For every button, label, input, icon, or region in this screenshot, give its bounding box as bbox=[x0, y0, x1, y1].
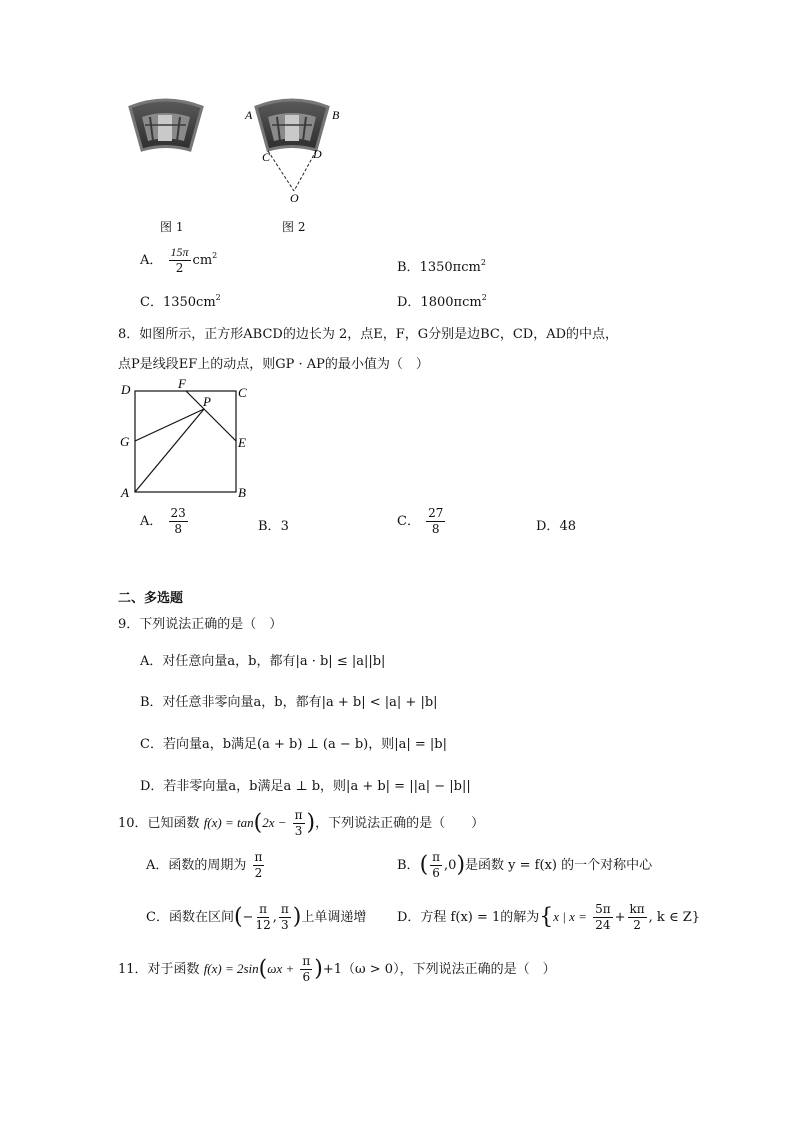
square-figure bbox=[115, 378, 255, 503]
q7-option-a: A． $\frac{15\pi}{2}$ $cm^2$ bbox=[140, 245, 218, 275]
label-C: C bbox=[262, 150, 271, 164]
q8-option-b: B．3 bbox=[258, 519, 289, 534]
q10-option-b: B．( $\frac{\pi}{6}$ ,0)是函数 y = f(x) 的一个对称中心 bbox=[397, 850, 653, 880]
fan-figure-2 bbox=[256, 100, 328, 191]
q7-option-b: B．1350πcm$^2$ bbox=[397, 258, 486, 275]
sector-figures bbox=[120, 95, 360, 210]
sq-label-D: D bbox=[121, 382, 131, 397]
q8-stem-line2: 点P是线段EF上的动点，则GP · AP的最小值为（ ） bbox=[118, 357, 429, 372]
q11-stem: 11．对于函数 f(x) = 2sin(ωx + $\frac{\pi}{6}$ )+1（ω > 0），下列说法正确的是（ ） bbox=[118, 954, 556, 984]
q8-option-d: D．48 bbox=[536, 519, 576, 534]
q10-option-d: D．方程 f(x) = 1的解为{x | x = $\frac{5\pi}{24}$ + $\frac{k\pi}{2}$ , k ∈ Z} bbox=[397, 902, 701, 932]
fig1-caption: 图 1 bbox=[160, 220, 184, 234]
q9-option-d: D．若非零向量a，b满足a ⊥ b，则|a + b| = ||a| − |b|| bbox=[140, 779, 471, 794]
label-O: O bbox=[290, 191, 299, 205]
q10-stem: 10．已知函数 f(x) = tan(2x − $\frac{\pi}{3}$ )，下列说法正确的是（ ） bbox=[118, 808, 485, 838]
sq-label-E: E bbox=[238, 435, 246, 450]
q9-option-b: B．对任意非零向量a，b，都有|a + b| < |a| + |b| bbox=[140, 695, 438, 710]
sq-label-A: A bbox=[121, 485, 129, 500]
label-D: D bbox=[313, 147, 322, 161]
q10-option-a: A．函数的周期为 $\frac{\pi}{2}$ bbox=[146, 850, 263, 880]
q9-option-c: C．若向量a，b满足(a + b) ⊥ (a − b)，则|a| = |b| bbox=[140, 737, 448, 752]
q9-stem: 9．下列说法正确的是（ ） bbox=[118, 617, 283, 632]
q7-option-c: C．$1350cm^2$ bbox=[140, 293, 221, 310]
sq-label-G: G bbox=[120, 434, 130, 449]
fig2-caption: 图 2 bbox=[282, 220, 306, 234]
q10-option-c: C．函数在区间(− $\frac{\pi}{12}$ , $\frac{\pi}{3}$ )上单调递增 bbox=[146, 902, 367, 932]
q8-stem-line1: 8．如图所示，正方形ABCD的边长为 2，点E，F，G分别是边BC，CD，AD的中点， bbox=[118, 327, 619, 342]
q8-option-a: A． $\frac{23}{8}$ bbox=[140, 506, 186, 536]
sq-label-B: B bbox=[238, 485, 246, 500]
label-A: A bbox=[245, 108, 253, 122]
q7-a-fraction: $\frac{15\pi}{2}$ bbox=[170, 245, 189, 275]
label-B: B bbox=[332, 108, 340, 122]
q8-option-c: C． $\frac{27}{8}$ bbox=[397, 506, 444, 536]
sq-label-F: F bbox=[178, 378, 186, 391]
sq-label-C: C bbox=[238, 385, 247, 400]
q7-option-d: D．1800πcm$^2$ bbox=[397, 293, 487, 310]
q9-option-a: A．对任意向量a，b，都有|a · b| ≤ |a||b| bbox=[140, 654, 386, 669]
fan-figure-1 bbox=[130, 100, 202, 150]
sq-label-P: P bbox=[203, 394, 211, 409]
section-heading: 二、多选题 bbox=[118, 591, 184, 606]
